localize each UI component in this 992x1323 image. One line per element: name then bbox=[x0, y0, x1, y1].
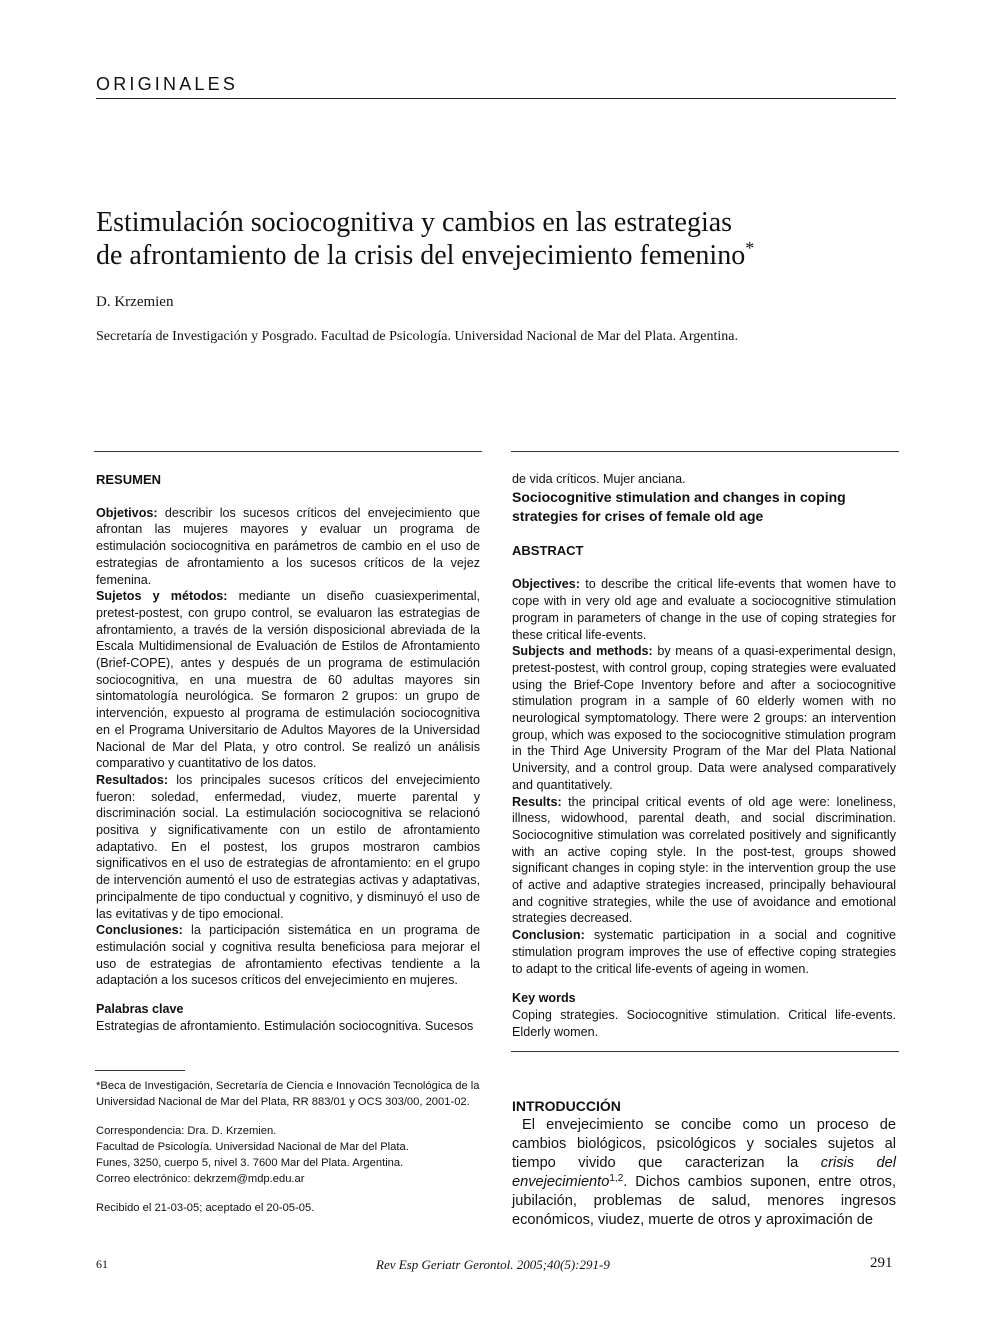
correspondence-line-3: Funes, 3250, cuerpo 5, nivel 3. 7600 Mar del Plata. Argentina. bbox=[96, 1157, 404, 1169]
left-column-rule bbox=[94, 451, 482, 452]
objetivos-text: describir los sucesos críticos del envejecimiento que afrontan las mujeres mayores y evaluar un programa de estimulación sociocognitiva en parámetros de cambio en el uso de estrategias de afrontamiento a los sucesos críticos de la vejez femenina. bbox=[96, 505, 480, 587]
introduction-heading: INTRODUCCIÓN bbox=[512, 1098, 621, 1114]
footnote-rule bbox=[95, 1070, 185, 1071]
abstract-bottom-rule bbox=[511, 1051, 899, 1052]
conclusion-label: Conclusion: bbox=[512, 928, 585, 943]
journal-citation: Rev Esp Geriatr Gerontol. 2005;40(5):291-9 bbox=[376, 1257, 610, 1272]
intro-citation: 1,2 bbox=[609, 1173, 624, 1184]
subjects-label: Subjects and methods: bbox=[512, 644, 653, 659]
title-line-2 bbox=[96, 239, 896, 272]
resumen-sujetos bbox=[96, 588, 480, 772]
footnotes bbox=[96, 1078, 481, 1216]
intro-text-b: . Dichos cambios suponen, entre otros, jubilación, problemas de salud, menores ingresos económicos, viudez, muerte de otros y aproximación de bbox=[512, 1174, 896, 1228]
title-line-2-text: de afrontamiento de la crisis del envejecimiento femenino bbox=[96, 240, 746, 271]
palabras-clave-continued: de vida críticos. Mujer anciana. bbox=[512, 472, 686, 486]
article-title bbox=[96, 206, 896, 272]
abstract-objectives bbox=[512, 576, 896, 643]
page-number-left: 61 bbox=[96, 1257, 108, 1271]
resultados-label: Resultados: bbox=[96, 772, 169, 787]
right-column-rule bbox=[511, 451, 899, 452]
correspondence-line-1: Correspondencia: Dra. D. Krzemien. bbox=[96, 1125, 277, 1137]
results-label: Results: bbox=[512, 794, 562, 809]
resumen-column bbox=[96, 472, 480, 1035]
english-title bbox=[512, 488, 896, 526]
abstract-column bbox=[512, 471, 896, 1040]
resumen-objetivos bbox=[96, 505, 480, 589]
intro-text-a: El envejecimiento se concibe como un proceso de cambios biológicos, psicológicos y sociales sujetos al tiempo vivido que caracterizan la bbox=[512, 1117, 896, 1171]
title-footnote-marker: * bbox=[745, 238, 755, 258]
english-title-line-2: strategies for crises of female old age bbox=[512, 507, 764, 524]
abstract-conclusion bbox=[512, 927, 896, 977]
footnote-correspondence bbox=[96, 1123, 481, 1187]
abstract-subjects bbox=[512, 643, 896, 793]
conclusiones-text: la participación sistemática en un programa de estimulación social y cognitiva resulta beneficiosa para mejorar el uso de estrategias de afrontamiento efectivas tendiente a la adaptación a los sucesos críticos del envejecimiento en mujeres. bbox=[96, 923, 480, 988]
results-text: the principal critical events of old age were: loneliness, illness, widowhood, parental death, and social discrimination. Sociocognitive stimulation was correlated positively and significantly with an active coping style. In the post-test, groups showed significant changes in coping style: in the intervention group the use of active and adaptive strategies increased, principally behavioural and cognitive strategies, while the use of avoidance and emotional strategies decreased. bbox=[512, 794, 896, 926]
objetivos-label: Objetivos: bbox=[96, 505, 158, 520]
conclusion-text: systematic participation in a social and cognitive stimulation program improves the use of effective coping strategies to adapt to the critical life-events of ageing in women. bbox=[512, 928, 896, 976]
footnote-received: Recibido el 21-03-05; aceptado el 20-05-05. bbox=[96, 1202, 315, 1214]
objectives-text: to describe the critical life-events that women have to cope with in very old age and evaluate a sociocognitive stimulation program in parameters of change in the use of coping strategies for these critical life-events. bbox=[512, 577, 896, 642]
abstract-results bbox=[512, 794, 896, 928]
objectives-label: Objectives: bbox=[512, 577, 580, 592]
footnote-beca: *Beca de Investigación, Secretaría de Ciencia e Innovación Tecnológica de la Universidad Nacional de Mar del Plata, RR 883/01 y OCS 303/00, 2001-02. bbox=[96, 1080, 480, 1108]
key-words-text: Coping strategies. Sociocognitive stimulation. Critical life-events. Elderly women. bbox=[512, 1007, 896, 1039]
conclusiones-label: Conclusiones: bbox=[96, 923, 183, 938]
title-line-1: Estimulación sociocognitiva y cambios en las estrategias bbox=[96, 207, 733, 238]
subjects-text: by means of a quasi-experimental design, pretest-postest, with control group, coping strategies were evaluated using the Brief-Cope Inventory before and after a sociocognitive stimulation program in a sample of 60 elderly women with no neurological symptomatology. There were 2 groups: an intervention group, which was exposed to the sociocognitive stimulation program in the Third Age University Program of the Mar del Plata National University, and a control group. Data were analysed comparatively and quantitatively. bbox=[512, 644, 896, 792]
english-title-line-1: Sociocognitive stimulation and changes in coping bbox=[512, 488, 846, 505]
key-words-heading: Key words bbox=[512, 991, 576, 1006]
palabras-clave-heading: Palabras clave bbox=[96, 1002, 184, 1017]
correspondence-line-2: Facultad de Psicología. Universidad Nacional de Mar del Plata. bbox=[96, 1141, 409, 1153]
sujetos-label: Sujetos y métodos: bbox=[96, 589, 228, 604]
introduction-section bbox=[512, 1098, 896, 1230]
abstract-heading: ABSTRACT bbox=[512, 542, 584, 558]
author: D. Krzemien bbox=[96, 294, 174, 310]
resultados-text: los principales sucesos críticos del envejecimiento fueron: soledad, enfermedad, viudez, muerte parental y discriminación social. La estimulación sociocognitiva se relacionó positiva y significativamente con un estilo de afrontamiento adaptativo. En el postest, los grupos mostraron cambios significativos en el uso de estrategias de afrontamiento: en el grupo de intervención aumentó el uso de estrategias activas y adaptativas, principalmente de tipo conductual y cognitivo, y disminuyó el uso de las evitativas y de tipo emocional. bbox=[96, 772, 480, 921]
introduction-paragraph bbox=[512, 1116, 896, 1230]
palabras-clave-text: Estrategias de afrontamiento. Estimulación sociocognitiva. Sucesos bbox=[96, 1018, 474, 1033]
resumen-heading: RESUMEN bbox=[96, 472, 162, 487]
correspondence-email: Correo electrónico: dekrzem@mdp.edu.ar bbox=[96, 1173, 305, 1185]
section-label: ORIGINALES bbox=[96, 74, 239, 94]
page-number-right: 291 bbox=[870, 1255, 893, 1271]
resumen-conclusiones bbox=[96, 922, 480, 989]
affiliation: Secretaría de Investigación y Posgrado. Facultad de Psicología. Universidad Nacional de Mar del Plata. Argentina. bbox=[96, 329, 739, 344]
header-rule bbox=[96, 98, 896, 99]
resumen-resultados bbox=[96, 772, 480, 922]
sujetos-text: mediante un diseño cuasiexperimental, pretest-postest, con grupo control, se evaluaron las estrategias de afrontamiento, a través de la versión disposicional abreviada de la Escala Multidimensional de Evaluación de Estilos de Afrontamiento (Brief-COPE), antes y después de un programa de estimulación sociocognitiva, en una muestra de 60 adultas mayores sin sintomatología neurológica. Se formaron 2 grupos: un grupo de intervención, expuesto al programa de estimulación sociocognitiva en el Programa Universitario de Adultos Mayores de la Universidad Nacional de Mar del Plata, y otro control. Se realizó un análisis comparativo y cuantitativo de los datos. bbox=[96, 589, 480, 771]
intro-italic: crisis del envejecimiento bbox=[512, 1155, 897, 1190]
